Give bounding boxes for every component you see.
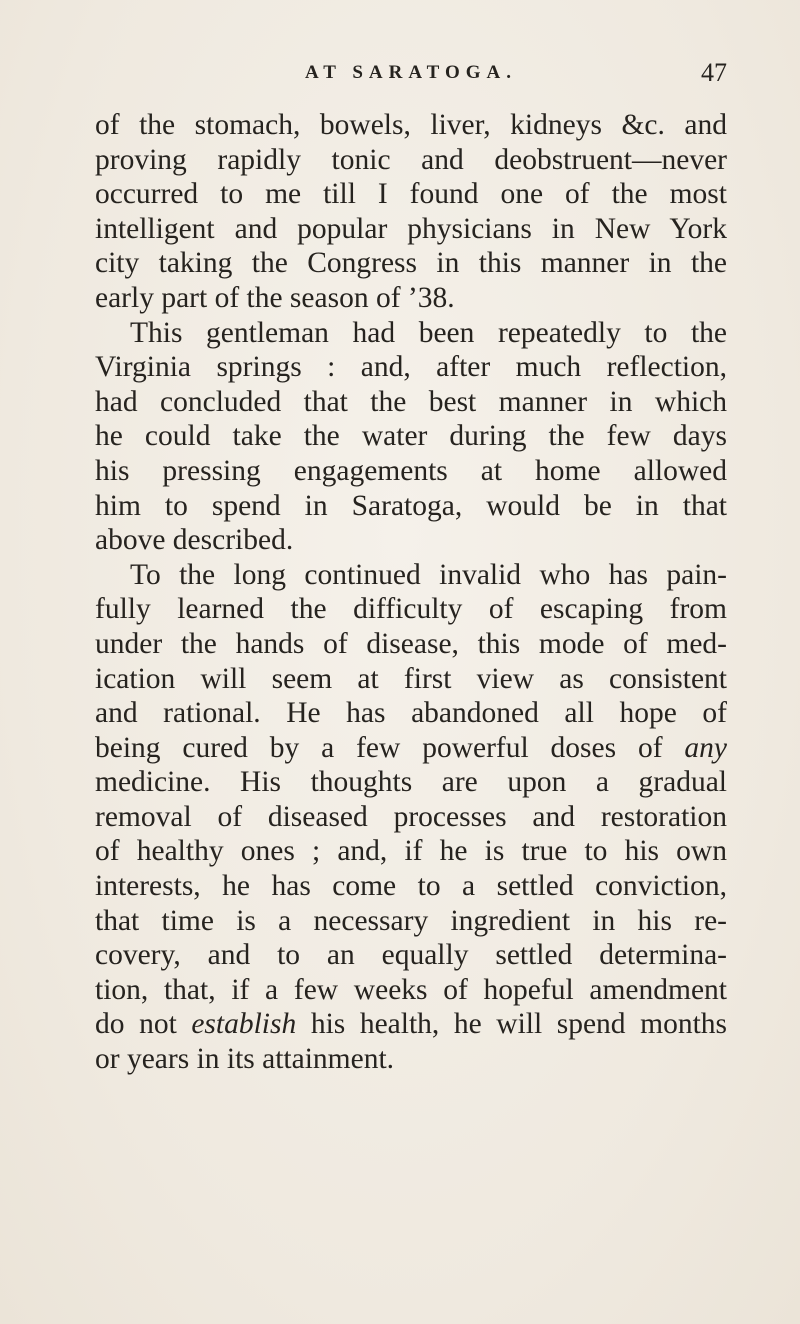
text-line: medicine. His thoughts are upon a gradual [95,766,727,799]
paragraph-start-line: To the long continued invalid who has pain- [130,558,727,591]
text-line: interests, he has come to a settled conviction, [95,870,727,903]
running-title: AT SARATOGA. [304,62,518,83]
page-number: 47 [701,58,727,87]
italic-word: establish [191,1008,297,1041]
text-line: that time is a necessary ingredient in his re- [95,904,727,937]
italic-word: any [684,731,727,764]
text-line: fully learned the difficulty of escaping from [95,593,727,626]
text-line: and rational. He has abandoned all hope of [95,697,727,730]
text-line-with-italic [95,731,727,766]
text-line: or years in its attainment. [95,1043,395,1076]
text-line: him to spend in Saratoga, would be in that [95,489,727,522]
text-line: he could take the water during the few days [95,420,727,453]
text-line: of healthy ones ; and, if he is true to his own [95,835,727,868]
text-line: intelligent and popular physicians in New York [95,212,727,245]
text-line: early part of the season of ’38. [95,281,455,314]
text-segment: do not [95,1008,192,1041]
text-line: under the hands of disease, this mode of med- [95,627,727,660]
text-segment: being cured by a few powerful doses of [95,731,685,764]
text-line: ication will seem at first view as consistent [95,662,727,695]
text-line: city taking the Congress in this manner in the [95,247,727,280]
text-line: had concluded that the best manner in which [95,385,727,418]
text-line: occurred to me till I found one of the most [95,178,727,211]
text-line: Virginia springs : and, after much reflection, [95,351,727,384]
text-line-with-italic [95,1007,727,1042]
running-head [95,58,727,94]
text-line: removal of diseased processes and restoration [95,800,727,833]
text-line: proving rapidly tonic and deobstruent—never [95,143,727,176]
text-line: covery, and to an equally settled determina- [95,939,727,972]
text-line: his pressing engagements at home allowed [95,454,727,487]
text-line: above described. [95,524,294,557]
paragraph-start-line: This gentleman had been repeatedly to the [130,316,727,349]
text-segment: his health, he will spend months [296,1008,727,1041]
body-text [95,108,727,1077]
text-line: of the stomach, bowels, liver, kidneys &c. and [95,109,727,141]
text-line: tion, that, if a few weeks of hopeful amendment [95,973,727,1006]
